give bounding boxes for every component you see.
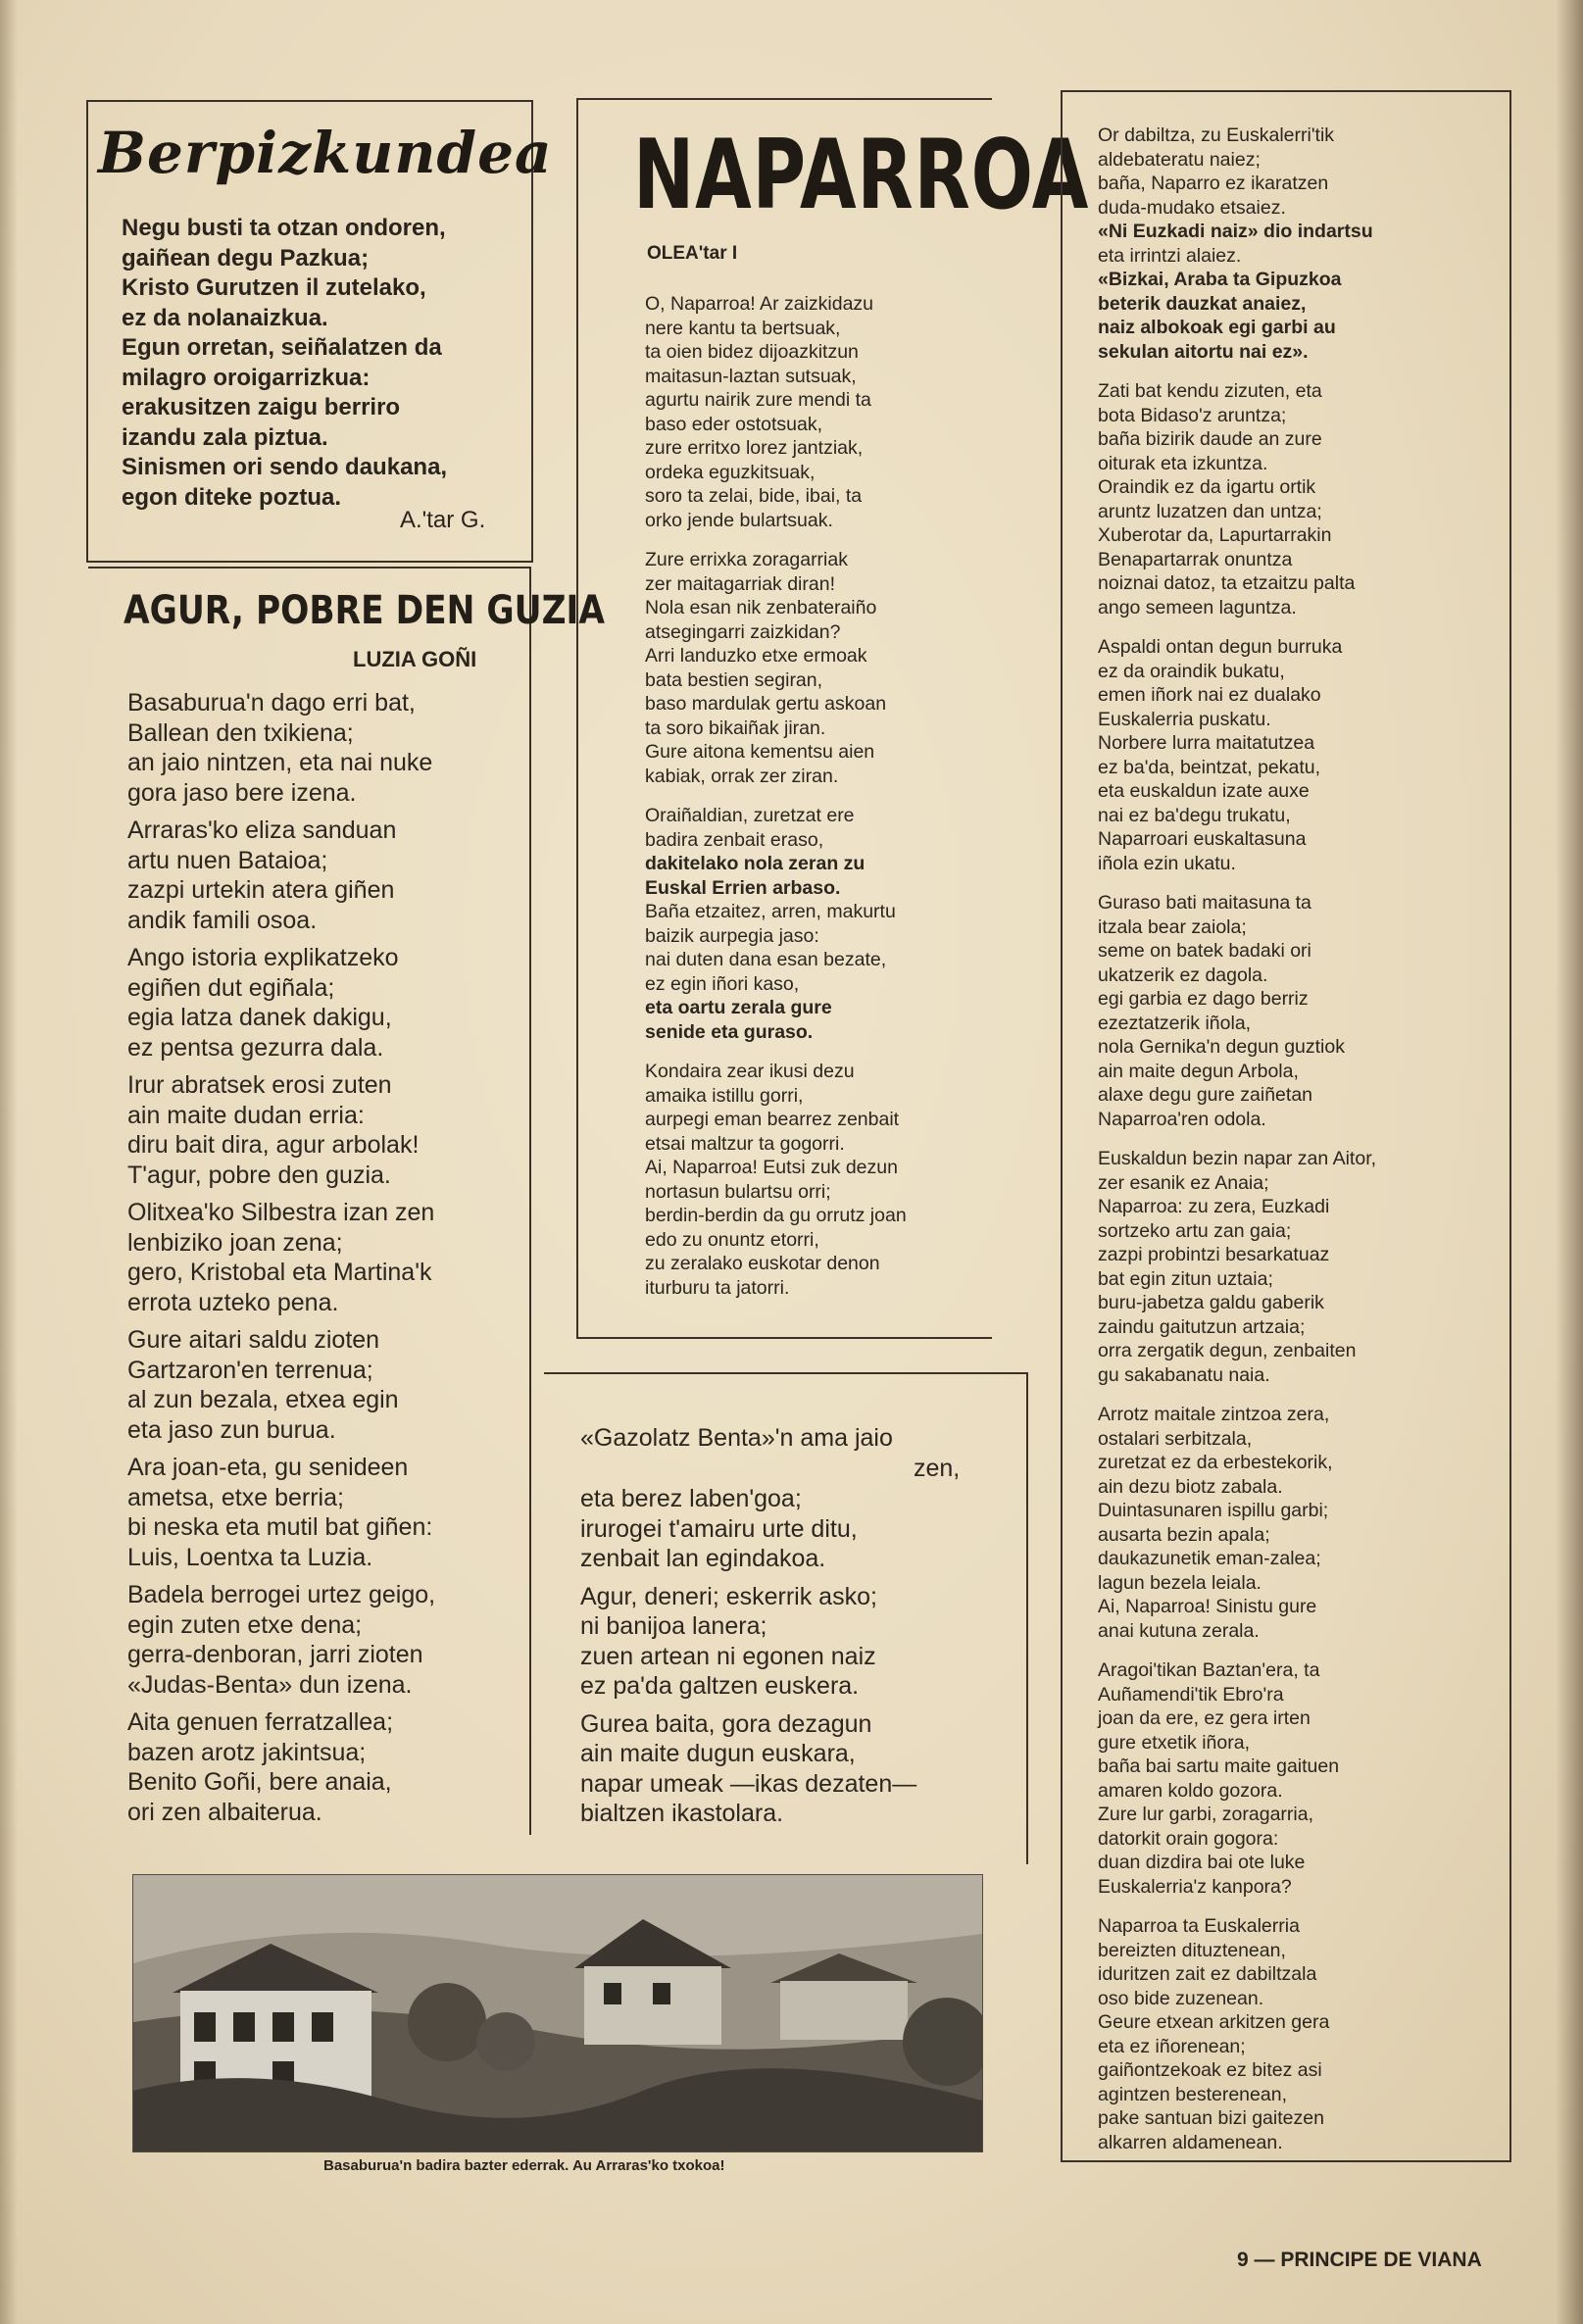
poem-line: ostalari serbitzala, <box>1098 1427 1253 1450</box>
poem-line: ta soro bikaiñak jiran. <box>645 717 826 739</box>
poem-line: kabiak, orrak zer ziran. <box>645 765 839 787</box>
poem-line: atsegingarri zaizkidan? <box>645 620 841 643</box>
stanza <box>127 1325 435 1445</box>
poem-line: Ai, Naparroa! Eutsi zuk dezun <box>645 1157 898 1178</box>
poem-line: Agur, deneri; eskerrik asko; <box>580 1582 877 1610</box>
poem-line: gu sakabanatu naia. <box>1098 1363 1270 1386</box>
poem-line: zazpi probintzi besarkatuaz <box>1098 1244 1330 1265</box>
poem-line: ain maite degun Arbola, <box>1098 1060 1299 1082</box>
poem-line: agintzen besterenean, <box>1098 2083 1287 2105</box>
poem-line: bat egin zitun uztaia; <box>1098 1267 1273 1290</box>
stanza <box>1098 891 1376 1131</box>
poem-line: gero, Kristobal eta Martina'k <box>127 1259 432 1286</box>
stanza <box>580 1582 916 1702</box>
poem-line: milagro oroigarrizkua: <box>122 364 371 391</box>
agur-author: LUZIA GOÑI <box>353 647 477 671</box>
poem-line: ni banijoa lanera; <box>580 1612 767 1640</box>
poem-line: izandu zala piztua. <box>122 423 328 451</box>
poem-line: sekulan aitortu nai ez». <box>1098 340 1309 363</box>
poem-line: artu nuen Bataioa; <box>127 846 328 874</box>
poem-line: nere kantu ta bertsuak, <box>645 317 841 339</box>
poem-line: Naparroa: zu zera, Euzkadi <box>1098 1196 1330 1217</box>
poem-line: aruntz luzatzen dan untza; <box>1098 500 1322 522</box>
poem-line: Geure etxean arkitzen gera <box>1098 2011 1330 2033</box>
page-spine-shadow <box>1556 0 1583 2324</box>
poem-line: ain maite dudan erria: <box>127 1101 365 1129</box>
poem-line: Euskaldun bezin napar zan Aitor, <box>1098 1148 1377 1169</box>
poem-line: ordeka eguzkitsuak, <box>645 461 816 483</box>
poem-line: Badela berrogei urtez geigo, <box>127 1581 436 1608</box>
poem-line: noiznai datoz, ta etzaitzu palta <box>1098 572 1356 594</box>
stanza <box>1098 635 1376 875</box>
poem-line: Zati bat kendu zizuten, eta <box>1098 380 1322 402</box>
poem-line: Gurea baita, gora dezagun <box>580 1709 872 1738</box>
poem-line: duan dizdira bai ote luke <box>1098 1852 1306 1873</box>
poem-line: egin zuten etxe dena; <box>127 1610 363 1639</box>
poem-line: Kondaira zear ikusi dezu <box>645 1061 855 1082</box>
poem-line: bialtzen ikastolara. <box>580 1800 784 1827</box>
poem-line: ausarta bezin apala; <box>1098 1523 1270 1546</box>
poem-line: beterik dauzkat anaiez, <box>1098 292 1307 315</box>
stanza <box>580 1709 916 1829</box>
berpizkundea-poem <box>122 214 447 513</box>
poem-line: «Ni Euzkadi naiz» dio indartsu <box>1098 221 1373 242</box>
poem-line: ez pentsa gezurra dala. <box>127 1033 384 1062</box>
agur-title: AGUR, POBRE DEN GUZIA <box>124 588 605 633</box>
poem-line: al zun bezala, etxea egin <box>127 1386 399 1413</box>
poem-line: ez pa'da galtzen euskera. <box>580 1672 860 1700</box>
stanza <box>127 1453 435 1572</box>
poem-line: iduritzen zait ez dabiltzala <box>1098 1963 1317 1985</box>
poem-line: itzala bear zaiola; <box>1098 915 1247 938</box>
poem-line: Arrotz maitale zintzoa zera, <box>1098 1404 1330 1425</box>
stanza <box>645 804 907 1044</box>
poem-line: lagun bezela leiala. <box>1098 1571 1261 1594</box>
footer-dash: — <box>1254 2249 1275 2271</box>
poem-line: zuen artean ni egonen naiz <box>580 1642 876 1670</box>
poem-line: nai duten dana esan bezate, <box>645 949 887 970</box>
poem-line: joan da ere, ez gera irten <box>1098 1707 1311 1729</box>
stanza <box>1098 1658 1376 1899</box>
poem-line: duda-mudako etsaiez. <box>1098 196 1286 219</box>
poem-line: Naparroa ta Euskalerria <box>1098 1915 1300 1937</box>
poem-line: bereizten dituztenean, <box>1098 1939 1286 1961</box>
poem-line: Baña etzaitez, arren, makurtu <box>645 901 896 922</box>
poem-line: zaindu gaitutzun artzaia; <box>1098 1315 1306 1338</box>
poem-line: Gartzaron'en terrenua; <box>127 1356 373 1384</box>
poem-line: berdin-berdin da gu orrutz joan <box>645 1205 907 1226</box>
poem-line: edo zu onuntz etorri, <box>645 1228 819 1251</box>
poem-line: Kristo Gurutzen il zutelako, <box>122 274 426 301</box>
poem-line: alkarren aldamenean. <box>1098 2131 1283 2153</box>
poem-line: gerra-denboran, jarri zioten <box>127 1641 423 1668</box>
poem-line: oso bide zuzenean. <box>1098 1987 1264 2009</box>
poem-line: Gure aitari saldu zioten <box>127 1326 380 1354</box>
poem-line: orra zergatik degun, zenbaiten <box>1098 1340 1357 1361</box>
poem-line: amaren koldo gozora. <box>1098 1779 1283 1802</box>
poem-line: zure erritxo lorez jantziak, <box>645 437 864 459</box>
photo-caption: Basaburua'n badira bazter ederrak. Au Arraras'ko txokoa! <box>323 2157 725 2174</box>
poem-line: maitasun-laztan sutsuak, <box>645 365 857 387</box>
poem-line: naiz albokoak egi garbi au <box>1098 317 1336 338</box>
poem-line: soro ta zelai, bide, ibai, ta <box>645 485 863 507</box>
poem-line: an jaio nintzen, eta nai nuke <box>127 749 433 776</box>
poem-line: Aspaldi ontan degun burruka <box>1098 636 1343 658</box>
poem-line: Oraindik ez da igartu ortik <box>1098 476 1316 498</box>
poem-line: diru bait dira, agur arbolak! <box>127 1131 420 1159</box>
stanza <box>127 1580 435 1700</box>
poem-line: aldebateratu naiez; <box>1098 148 1261 171</box>
poem-line: Sinismen ori sendo daukana, <box>122 454 448 480</box>
gazolatz-first-line-b: zen, <box>914 1454 961 1482</box>
poem-line: amaika istillu gorri, <box>645 1084 804 1107</box>
poem-line: Arri landuzko etxe ermoak <box>645 645 867 667</box>
poem-line: ez da nolanaizkua. <box>122 304 328 331</box>
poem-line: bata bestien segiran, <box>645 668 823 691</box>
gazolatz-first-line <box>580 1423 960 1483</box>
poem-line: ain dezu biotz zabala. <box>1098 1475 1283 1498</box>
stanza <box>580 1484 916 1574</box>
poem-line: ain maite dugun euskara, <box>580 1740 856 1767</box>
poem-line: «Judas-Benta» dun izena. <box>127 1670 413 1699</box>
village-illustration <box>133 1875 982 2151</box>
poem-line: datorkit orain gogora: <box>1098 1827 1279 1850</box>
poem-line: gaiñontzekoak ez bitez asi <box>1098 2059 1322 2081</box>
gazolatz-poem <box>580 1484 916 1837</box>
stanza <box>1098 124 1376 364</box>
poem-line: Euskal Errien arbaso. <box>645 876 841 899</box>
poem-line: bazen arotz jakintsua; <box>127 1738 367 1766</box>
stanza <box>1098 1914 1376 2154</box>
naparroa-title: NAPARROA <box>633 120 1090 231</box>
stanza <box>127 943 435 1063</box>
berpizkundea-signature: A.'tar G. <box>400 507 486 533</box>
poem-line: andik famili osoa. <box>127 906 318 934</box>
poem-line: agurtu nairik zure mendi ta <box>645 389 871 411</box>
poem-line: Guraso bati maitasuna ta <box>1098 892 1311 914</box>
stanza <box>1098 379 1376 619</box>
stanza <box>645 1060 907 1300</box>
poem-line: Auñamendi'tik Ebro'ra <box>1098 1683 1284 1706</box>
stanza <box>127 816 435 935</box>
poem-line: Arraras'ko eliza sanduan <box>127 816 397 844</box>
poem-line: Aragoi'tikan Baztan'era, ta <box>1098 1659 1320 1681</box>
stanza <box>645 292 907 532</box>
poem-line: baso eder ostotsuak, <box>645 413 823 435</box>
poem-line: iturburu ta jatorri. <box>645 1276 790 1299</box>
poem-line: Egun orretan, seiñalatzen da <box>122 334 442 361</box>
poem-line: etsai maltzur ta gogorri. <box>645 1132 845 1155</box>
poem-line: T'agur, pobre den guzia. <box>127 1161 391 1189</box>
poem-line: ori zen albaiterua. <box>127 1798 322 1826</box>
poem-line: nai ez ba'degu trukatu, <box>1098 804 1291 826</box>
poem-line: gora jaso bere izena. <box>127 778 357 807</box>
poem-line: ez da oraindik bukatu, <box>1098 660 1285 682</box>
poem-line: ta oien bidez dijoazkitzun <box>645 341 859 363</box>
poem-line: ez egin iñori kaso, <box>645 972 800 995</box>
village-photo <box>132 1874 983 2152</box>
poem-line: egon diteke poztua. <box>122 483 342 511</box>
poem-line: baizik aurpegia jaso: <box>645 924 819 947</box>
poem-line: erakusitzen zaigu berriro <box>122 394 401 420</box>
poem-line: daukazunetik eman-zalea; <box>1098 1548 1321 1569</box>
stanza <box>127 1070 435 1190</box>
poem-line: Euskalerria'z kanpora? <box>1098 1875 1292 1898</box>
poem-line: orko jende bulartsuak. <box>645 509 833 531</box>
poem-line: ango semeen laguntza. <box>1098 596 1297 618</box>
poem-line: baña bizirik daude an zure <box>1098 428 1322 450</box>
poem-line: nortasun bulartsu orri; <box>645 1180 831 1203</box>
poem-line: gure etxetik iñora, <box>1098 1731 1251 1754</box>
poem-line: ametsa, etxe berria; <box>127 1483 344 1511</box>
poem-line: senide eta guraso. <box>645 1020 814 1043</box>
poem-line: eta berez laben'goa; <box>580 1485 802 1512</box>
poem-line: pake santuan bizi gaitezen <box>1098 2107 1324 2129</box>
poem-line: Luis, Loentxa ta Luzia. <box>127 1543 373 1571</box>
poem-line: Or dabiltza, zu Euskalerri'tik <box>1098 124 1335 146</box>
poem-line: Naparroari euskaltasuna <box>1098 828 1307 850</box>
poem-line: oiturak eta izkuntza. <box>1098 452 1268 474</box>
poem-line: eta euskaldun izate auxe <box>1098 780 1310 802</box>
poem-line: anai kutuna zerala. <box>1098 1619 1260 1642</box>
poem-line: Nola esan nik zenbateraiño <box>645 597 877 618</box>
poem-line: Naparroa'ren odola. <box>1098 1108 1266 1130</box>
poem-line: bi neska eta mutil bat giñen: <box>127 1513 433 1541</box>
poem-line: Basaburua'n dago erri bat, <box>127 689 416 717</box>
poem-line: zuretzat ez da erbestekorik, <box>1098 1452 1333 1473</box>
poem-line: eta ez iñorenean; <box>1098 2035 1246 2057</box>
poem-line: emen iñork nai ez dualako <box>1098 684 1321 706</box>
gazolatz-first-line-a: «Gazolatz Benta»'n ama jaio <box>580 1424 893 1452</box>
poem-line: baso mardulak gertu askoan <box>645 693 887 715</box>
poem-line: bota Bidaso'z aruntza; <box>1098 404 1287 426</box>
poem-line: Euskalerria puskatu. <box>1098 708 1271 730</box>
poem-line: eta irrintzi alaiez. <box>1098 244 1242 267</box>
poem-line: iñola ezin ukatu. <box>1098 852 1236 874</box>
poem-line: dakitelako nola zeran zu <box>645 853 866 874</box>
poem-line: eta jaso zun burua. <box>127 1415 336 1444</box>
poem-line: baña, Naparro ez ikaratzen <box>1098 173 1329 194</box>
page-left-edge <box>0 0 18 2324</box>
poem-line: Ai, Naparroa! Sinistu gure <box>1098 1596 1317 1617</box>
poem-line: sortzeko artu zan gaia; <box>1098 1219 1292 1242</box>
page-number: 9 <box>1237 2249 1249 2271</box>
poem-line: Ara joan-eta, gu senideen <box>127 1454 409 1481</box>
poem-line: O, Naparroa! Ar zaizkidazu <box>645 293 874 315</box>
stanza <box>127 688 435 808</box>
stanza <box>1098 1147 1376 1387</box>
stanza <box>127 1198 435 1317</box>
poem-line: zer maitagarriak diran! <box>645 572 835 595</box>
poem-line: Duintasunaren ispillu garbi; <box>1098 1500 1329 1521</box>
stanza <box>1098 1403 1376 1643</box>
poem-line: Zure lur garbi, zoragarria, <box>1098 1804 1314 1825</box>
poem-line: badira zenbait eraso, <box>645 828 824 851</box>
poem-line: Negu busti ta otzan ondoren, <box>122 215 446 241</box>
right-column-poem <box>1098 124 1376 2170</box>
poem-line: Benapartarrak onuntza <box>1098 548 1293 570</box>
poem-line: egiñen dut egiñala; <box>127 973 335 1002</box>
poem-line: egia latza danek dakigu, <box>127 1004 392 1031</box>
poem-line: Irur abratsek erosi zuten <box>127 1071 392 1099</box>
poem-line: napar umeak —ikas dezaten— <box>580 1769 917 1798</box>
poem-line: zer esanik ez Anaia; <box>1098 1171 1269 1194</box>
publication-name: PRINCIPE DE VIANA <box>1280 2249 1482 2271</box>
poem-line: irurogei t'amairu urte ditu, <box>580 1514 858 1543</box>
poem-line: errota uzteko pena. <box>127 1288 339 1316</box>
poem-line: alaxe degu gure zaiñetan <box>1098 1084 1313 1106</box>
berpizkundea-title: Berpizkundea <box>98 120 553 186</box>
naparroa-author: OLEA'tar I <box>647 243 738 264</box>
page-footer <box>1237 2249 1482 2272</box>
poem-line: zenbait lan egindakoa. <box>580 1545 826 1572</box>
poem-line: Ango istoria explikatzeko <box>127 944 399 971</box>
poem-line: lenbiziko joan zena; <box>127 1228 343 1257</box>
poem-line: baña bai sartu maite gaituen <box>1098 1755 1340 1777</box>
poem-line: ezeztatzerik iñola, <box>1098 1012 1252 1034</box>
poem-line: Oraiñaldian, zuretzat ere <box>645 805 855 826</box>
poem-line: Olitxea'ko Silbestra izan zen <box>127 1199 435 1226</box>
poem-line: aurpegi eman bearrez zenbait <box>645 1109 900 1130</box>
naparroa-poem <box>645 292 907 1315</box>
stanza <box>645 548 907 788</box>
poem-line: zu zeralako euskotar denon <box>645 1253 880 1274</box>
poem-line: Ballean den txikiena; <box>127 718 354 747</box>
poem-line: Norbere lurra maitatutzea <box>1098 732 1315 754</box>
poem-line: «Bizkai, Araba ta Gipuzkoa <box>1098 269 1342 290</box>
poem-line: ukatzerik ez dagola. <box>1098 964 1268 986</box>
poem-line: gaiñean degu Pazkua; <box>122 244 370 272</box>
poem-line: seme on batek badaki ori <box>1098 940 1311 962</box>
poem-line: eta oartu zerala gure <box>645 997 832 1018</box>
poem-line: Xuberotar da, Lapurtarrakin <box>1098 524 1332 546</box>
poem-line: egi garbia ez dago berriz <box>1098 988 1309 1010</box>
poem-line: Benito Goñi, bere anaia, <box>127 1768 392 1796</box>
agur-poem <box>127 688 435 1835</box>
poem-line: Gure aitona kementsu aien <box>645 741 875 763</box>
stanza <box>127 1707 435 1827</box>
poem-line: buru-jabetza galdu gaberik <box>1098 1292 1324 1313</box>
poem-line: ez ba'da, beintzat, pekatu, <box>1098 756 1321 778</box>
poem-line: Aita genuen ferratzallea; <box>127 1708 394 1736</box>
poem-line: nola Gernika'n degun guztiok <box>1098 1036 1345 1058</box>
poem-line: Zure errixka zoragarriak <box>645 549 848 570</box>
poem-line: zazpi urtekin atera giñen <box>127 876 395 904</box>
